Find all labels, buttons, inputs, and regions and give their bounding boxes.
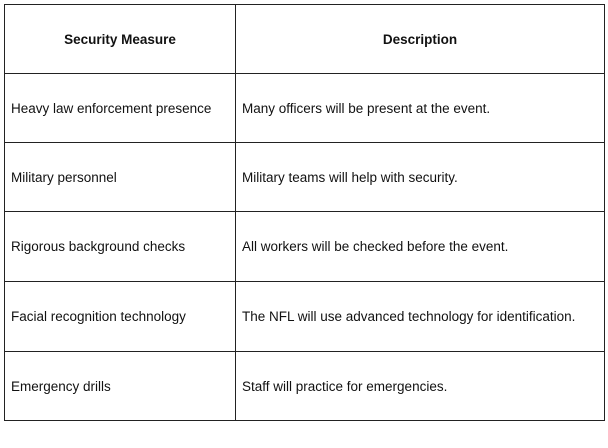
description-cell: All workers will be checked before the event. [236, 212, 605, 282]
table-row [5, 212, 605, 282]
description-cell: Many officers will be present at the event. [236, 74, 605, 143]
security-measure-cell: Emergency drills [5, 352, 236, 421]
table-row [5, 143, 605, 212]
table-row [5, 282, 605, 352]
column-header-description: Description [236, 5, 605, 74]
table-header-row [5, 5, 605, 74]
description-cell: Military teams will help with security. [236, 143, 605, 212]
column-header-security-measure: Security Measure [5, 5, 236, 74]
description-cell: The NFL will use advanced technology for identification. [236, 282, 605, 352]
security-measure-cell: Facial recognition technology [5, 282, 236, 352]
security-measure-cell: Heavy law enforcement presence [5, 74, 236, 143]
security-measures-table-container [4, 4, 604, 421]
security-measure-cell: Military personnel [5, 143, 236, 212]
description-cell: Staff will practice for emergencies. [236, 352, 605, 421]
security-measure-cell: Rigorous background checks [5, 212, 236, 282]
security-measures-table [4, 4, 605, 421]
table-row [5, 352, 605, 421]
table-row [5, 74, 605, 143]
